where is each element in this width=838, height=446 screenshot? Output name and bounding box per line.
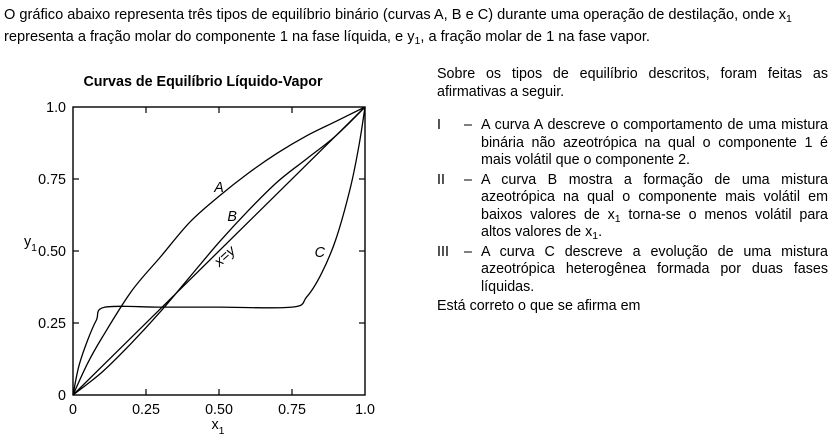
statement-item-3 xyxy=(437,244,828,297)
x-axis-label xyxy=(212,417,225,437)
curve-annotations xyxy=(211,180,326,271)
curve-label: B xyxy=(227,208,237,225)
y-tick-label: 0.50 xyxy=(38,244,66,260)
intro-subscript-2: 1 xyxy=(414,35,421,47)
statement-item-2 xyxy=(437,172,828,242)
statement-subscript: 1 xyxy=(614,212,621,225)
statement-text-part: . xyxy=(598,224,603,240)
x-axis-label-main: x xyxy=(211,417,219,433)
statement-item-1 xyxy=(437,117,828,170)
x-tick-label: 0 xyxy=(69,402,77,418)
statement-text: A curva C descreve a evolução de uma mistura azeotrópica heterogênea formada por duas fases líquidas. xyxy=(481,243,828,295)
y-axis-label xyxy=(24,234,37,254)
x-tick-label: 0.50 xyxy=(205,402,233,418)
intro-subscript-1: 1 xyxy=(786,13,792,25)
x-tick-label: 1.0 xyxy=(355,402,375,418)
statement-text-part: torna-se o menos volátil para altos valores de x xyxy=(481,206,828,240)
statement-number: I xyxy=(437,117,441,133)
statements-list xyxy=(437,117,828,296)
x-tick-label: 0.25 xyxy=(132,402,160,418)
vle-chart xyxy=(0,64,400,446)
y-axis-label-sub: 1 xyxy=(31,242,37,254)
curve-label: x=y xyxy=(211,243,239,271)
y-axis-label-main: y xyxy=(24,234,32,250)
intro-paragraph xyxy=(4,4,832,48)
intro-text-2: representa a fração molar do componente 1 na fase líquida, e y xyxy=(4,29,415,45)
statement-text xyxy=(481,172,828,242)
statement-dash: – xyxy=(464,243,472,260)
y-tick-label: 1.0 xyxy=(46,100,66,116)
statement-dash: – xyxy=(464,117,472,133)
chart-title: Curvas de Equilíbrio Líquido-Vapor xyxy=(83,74,323,90)
x-axis-label-sub: 1 xyxy=(218,425,225,437)
statement-text-part: A curva B mostra a formação de uma mistura azeotrópica na qual o componente mais volátil em baixos valores de x xyxy=(481,171,828,223)
intro-text-1: O gráfico abaixo representa três tipos de equilíbrio binário (curvas A, B e C) durante uma operação de destilação, onde x xyxy=(4,7,787,23)
statement-subscript: 1 xyxy=(592,230,599,242)
curve-label: A xyxy=(214,179,224,196)
question-stem: Está correto o que se afirma em xyxy=(437,298,641,314)
statement-number: II xyxy=(437,171,445,188)
statement-text: A curva A descreve o comportamento de uma mistura binária não azeotrópica na qual o componente 1 é mais volátil que o componente 2. xyxy=(481,117,828,168)
y-tick-label: 0 xyxy=(58,388,66,404)
y-tick-label: 0.75 xyxy=(38,172,66,188)
statement-dash: – xyxy=(464,171,472,188)
curve-label: C xyxy=(314,244,325,261)
x-tick-label: 0.75 xyxy=(278,402,306,418)
intro-text-3: , a fração molar de 1 na fase vapor. xyxy=(420,29,650,45)
statements-panel xyxy=(437,66,828,316)
statement-number: III xyxy=(437,243,449,260)
statements-lede: Sobre os tipos de equilíbrio descritos, foram feitas as afirmativas a seguir. xyxy=(437,66,828,100)
y-tick-label: 0.25 xyxy=(38,316,66,332)
